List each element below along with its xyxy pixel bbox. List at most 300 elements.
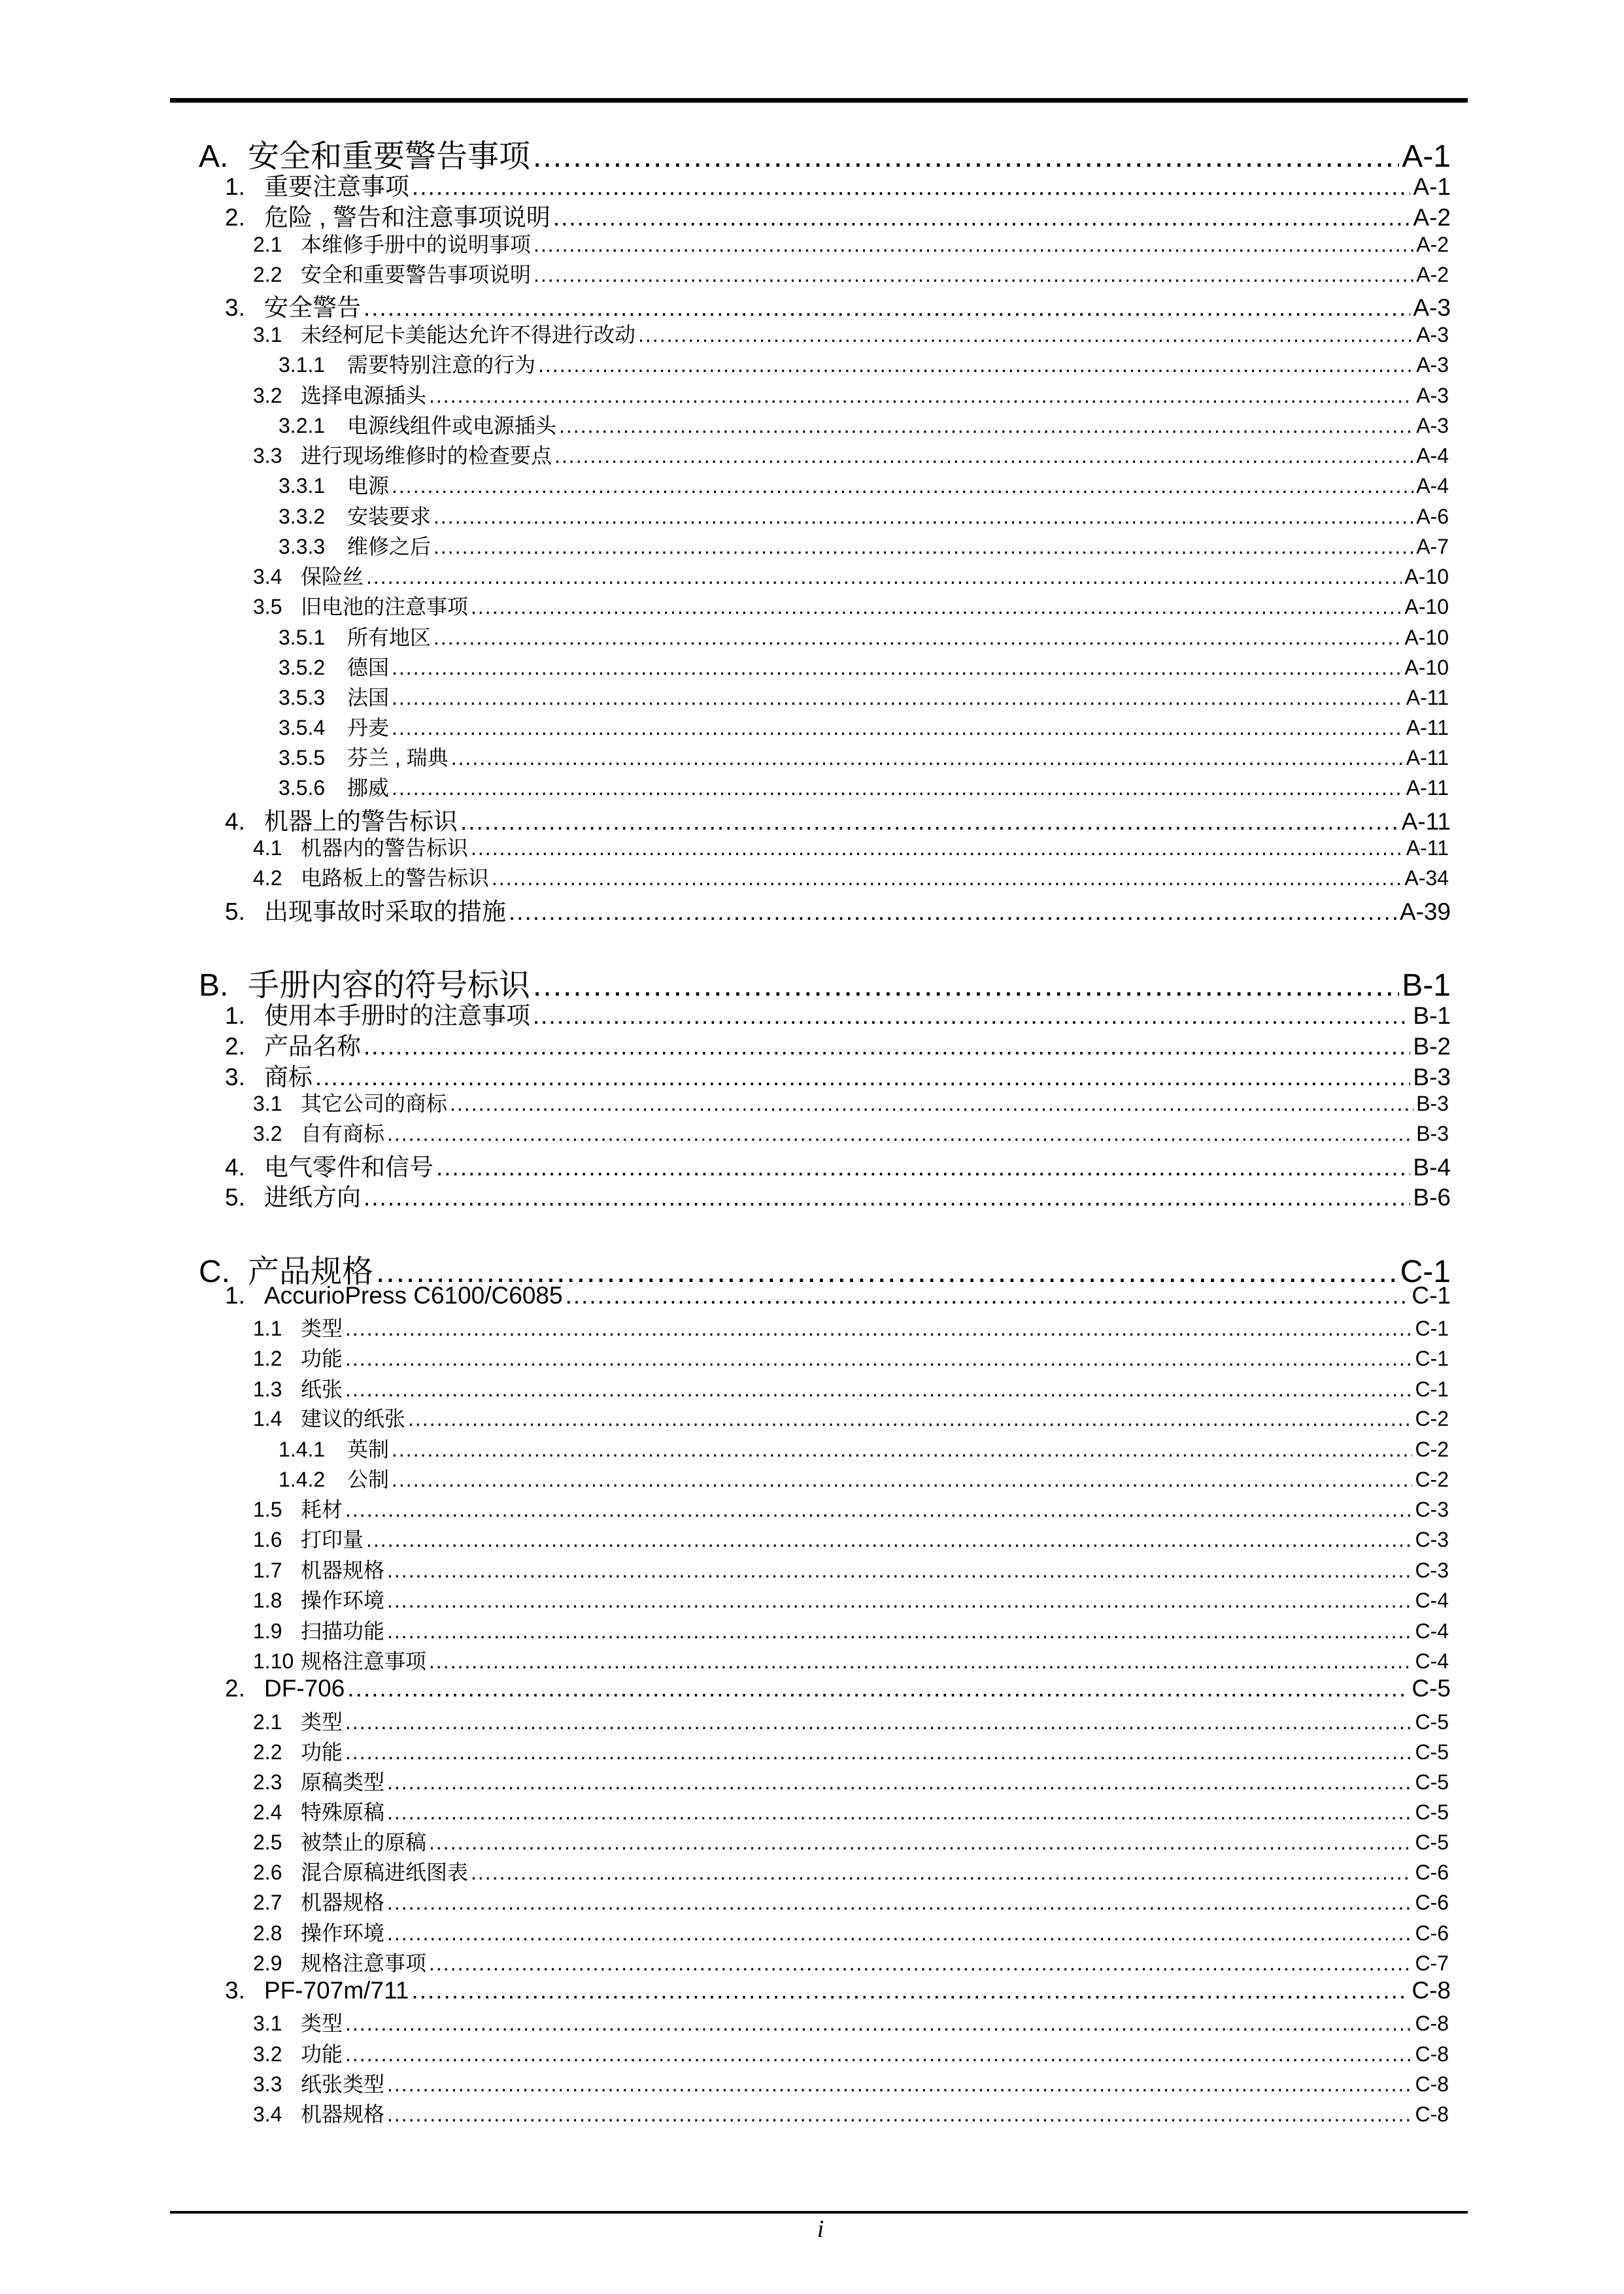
- toc-entry-title: 规格注意事项: [301, 1649, 427, 1673]
- dot-leader: [471, 836, 1404, 860]
- toc-entry-title: 所有地区: [347, 626, 431, 649]
- toc-entry-page: C-1: [1415, 1347, 1449, 1370]
- toc-entry-number: C.: [199, 1255, 230, 1289]
- toc-entry-page: A-10: [1404, 656, 1449, 679]
- toc-entry-page: B-2: [1413, 1033, 1451, 1060]
- dot-leader: [538, 353, 1413, 377]
- toc-entry-page: A-2: [1413, 204, 1451, 231]
- toc-entry-number: 3.5.5: [279, 746, 326, 769]
- toc-entry-number: 3.2.1: [279, 414, 326, 437]
- toc-entry-page: A-3: [1416, 323, 1449, 346]
- toc-entry-number: 3.2: [253, 2042, 282, 2066]
- toc-entry-number: 1.4: [253, 1407, 282, 1430]
- toc-entry-page: B-3: [1416, 1122, 1449, 1145]
- toc-entry[interactable]: [253, 1796, 1449, 1826]
- dot-leader: [364, 1033, 1410, 1060]
- toc-entry-number: B.: [199, 968, 229, 1003]
- dot-leader: [566, 1282, 1410, 1309]
- toc-entry[interactable]: [253, 1554, 1449, 1584]
- toc-entry-number: 2.8: [253, 1921, 282, 1945]
- toc-entry-number: 5.: [225, 1184, 245, 1211]
- toc-entry-number: 3.2: [253, 1122, 282, 1145]
- toc-entry-page: C-6: [1415, 1891, 1449, 1914]
- dot-leader: [429, 384, 1413, 408]
- toc-entry-page: C-5: [1412, 1675, 1451, 1702]
- toc-entry-title: 类型: [301, 2012, 343, 2035]
- footer-rule: [170, 2211, 1468, 2214]
- dot-leader: [345, 1740, 1412, 1764]
- toc-entry[interactable]: [279, 711, 1449, 741]
- toc-entry-title: 需要特别注意的行为: [347, 353, 536, 377]
- dot-leader: [345, 1317, 1412, 1341]
- toc-entry-title: DF-706: [264, 1675, 345, 1702]
- toc-entry-page: C-3: [1415, 1528, 1449, 1551]
- toc-entry-number: 3.5.2: [279, 656, 326, 679]
- toc-entry[interactable]: [279, 621, 1449, 651]
- dot-leader: [387, 1122, 1413, 1146]
- footer-page-number: i: [817, 2216, 824, 2243]
- dot-leader: [533, 1002, 1410, 1030]
- toc-entry-page: A-3: [1413, 294, 1451, 321]
- toc-entry-title: 选择电源插头: [301, 384, 427, 407]
- toc-entry-number: 1.3: [253, 1377, 282, 1401]
- toc-entry-title: 安全和重要警告事项: [248, 139, 531, 174]
- dot-leader: [433, 535, 1413, 559]
- toc-entry-number: 2.9: [253, 1951, 282, 1975]
- toc-entry-title: 保险丝: [301, 565, 364, 588]
- toc-entry-title: 商标: [264, 1064, 313, 1090]
- dot-leader: [387, 1770, 1412, 1795]
- toc-entry[interactable]: [253, 1645, 1449, 1675]
- toc-entry[interactable]: [253, 1706, 1449, 1736]
- toc-entry-title: 机器规格: [301, 1891, 385, 1914]
- toc-entry-title: 法国: [347, 686, 390, 709]
- toc-entry[interactable]: [253, 1917, 1449, 1947]
- toc-entry-page: C-7: [1415, 1951, 1449, 1975]
- dot-leader: [411, 1977, 1409, 2004]
- toc-entry-page: A-11: [1406, 836, 1449, 860]
- toc-entry-page: C-3: [1415, 1559, 1449, 1582]
- toc-entry[interactable]: [279, 651, 1449, 681]
- dot-leader: [471, 1861, 1412, 1885]
- toc-entry[interactable]: [253, 258, 1449, 288]
- toc-entry-title: 公制: [347, 1468, 390, 1491]
- toc-entry-number: 1.4.2: [279, 1468, 326, 1491]
- toc-entry-number: 3.5.3: [279, 686, 326, 709]
- toc-entry[interactable]: [225, 1026, 1451, 1062]
- toc-entry-number: 3.: [225, 1064, 245, 1090]
- toc-entry-page: B-4: [1413, 1154, 1451, 1181]
- toc-entry-number: 3.1: [253, 323, 282, 346]
- dot-leader: [392, 1438, 1412, 1462]
- dot-leader: [392, 1468, 1412, 1492]
- toc-entry-number: 1.: [225, 1002, 245, 1029]
- toc-entry-page: B-6: [1413, 1184, 1451, 1211]
- toc-entry[interactable]: [253, 318, 1449, 348]
- toc-entry-number: 3.1: [253, 1092, 282, 1115]
- toc-entry-number: 4.: [225, 808, 245, 835]
- toc-entry-title: 出现事故时采取的措施: [264, 898, 506, 925]
- toc-entry-number: 1.10: [253, 1649, 294, 1673]
- dot-leader: [387, 1921, 1412, 1946]
- toc-entry-title: 特殊原稿: [301, 1800, 385, 1824]
- toc-entry-number: 4.1: [253, 836, 282, 860]
- toc-entry[interactable]: [253, 2068, 1449, 2098]
- toc-entry-page: B-1: [1413, 1002, 1451, 1029]
- toc-entry-page: A-1: [1402, 139, 1451, 174]
- toc-entry[interactable]: [253, 2038, 1449, 2068]
- toc-entry-title: 安全警告: [264, 294, 361, 321]
- dot-leader: [509, 898, 1397, 926]
- toc-entry-title: 操作环境: [301, 1921, 385, 1945]
- toc-entry-number: 3.3.1: [279, 474, 326, 498]
- toc-entry-number: 3.3.3: [279, 535, 326, 558]
- toc-entry-page: A-10: [1404, 565, 1449, 588]
- toc-entry-number: 1.9: [253, 1619, 282, 1643]
- dot-leader: [433, 626, 1402, 650]
- dot-leader: [638, 323, 1413, 347]
- toc-entry-title: 功能: [301, 1740, 343, 1764]
- toc-entry-number: 1.2: [253, 1347, 282, 1370]
- toc-entry-title: 电气零件和信号: [264, 1154, 433, 1181]
- toc-entry-title: 纸张: [301, 1377, 343, 1401]
- toc-entry-page: A-39: [1399, 898, 1451, 925]
- dot-leader: [387, 1589, 1412, 1613]
- dot-leader: [553, 204, 1411, 231]
- dot-leader: [559, 414, 1413, 438]
- toc-entry-number: 3.3.2: [279, 505, 326, 528]
- toc-entry[interactable]: [253, 379, 1449, 409]
- toc-entry-number: 1.8: [253, 1589, 282, 1612]
- toc-entry-title: 功能: [301, 1347, 343, 1370]
- toc-entry-title: 功能: [301, 2042, 343, 2066]
- toc-entry-page: C-6: [1415, 1921, 1449, 1945]
- toc-entry-title: 机器内的警告标识: [301, 836, 469, 860]
- toc-entry-page: A-34: [1404, 866, 1449, 890]
- toc-entry-page: C-5: [1415, 1800, 1449, 1824]
- toc-entry-page: B-1: [1402, 968, 1451, 1003]
- toc-entry-number: 2.2: [253, 263, 282, 286]
- dot-leader: [392, 776, 1404, 800]
- toc-entry-number: 1.: [225, 173, 245, 200]
- toc-entry-number: 2.: [225, 1675, 245, 1702]
- dot-leader: [450, 1092, 1413, 1116]
- toc-entry-number: 1.1: [253, 1317, 282, 1340]
- dot-leader: [433, 505, 1413, 529]
- toc-entry-title: 未经柯尼卡美能达允许不得进行改动: [301, 323, 636, 346]
- toc-entry[interactable]: [279, 1463, 1449, 1493]
- dot-leader: [345, 1377, 1412, 1402]
- toc-entry-title: 手册内容的符号标识: [248, 968, 531, 1003]
- toc-entry-title: 安装要求: [347, 505, 431, 528]
- toc-entry-title: 电源: [347, 474, 390, 498]
- dot-leader: [429, 1951, 1412, 1976]
- dot-leader: [408, 1407, 1412, 1431]
- toc-entry-page: C-5: [1415, 1740, 1449, 1764]
- toc-entry-title: 其它公司的商标: [301, 1092, 448, 1115]
- toc-entry-page: C-2: [1415, 1468, 1449, 1491]
- toc-entry-page: C-6: [1415, 1861, 1449, 1884]
- dot-leader: [345, 1710, 1412, 1734]
- toc-entry-number: 2.: [225, 204, 245, 231]
- toc-entry-title: 进纸方向: [264, 1184, 361, 1211]
- toc-entry-title: 类型: [301, 1710, 343, 1734]
- toc-entry-page: A-2: [1416, 263, 1449, 286]
- toc-entry-number: 5.: [225, 898, 245, 925]
- toc-entry[interactable]: [279, 500, 1449, 530]
- dot-leader: [533, 233, 1413, 257]
- toc-entry-page: C-1: [1415, 1377, 1449, 1401]
- toc-entry-title: 丹麦: [347, 716, 390, 739]
- toc-entry[interactable]: [225, 996, 1451, 1031]
- toc-entry-title: 类型: [301, 1317, 343, 1340]
- toc-entry[interactable]: [253, 1402, 1449, 1432]
- toc-entry-page: A-6: [1416, 505, 1449, 528]
- toc-entry-number: 1.6: [253, 1528, 282, 1551]
- toc-entry-number: 3.: [225, 1977, 245, 2004]
- toc-entry-title: 产品名称: [264, 1033, 361, 1060]
- toc-entry-title: 危险 , 警告和注意事项说明: [264, 204, 550, 231]
- toc-entry[interactable]: [253, 2007, 1449, 2037]
- toc-entry-title: 电路板上的警告标识: [301, 866, 490, 890]
- dot-leader: [364, 294, 1410, 322]
- toc-entry-page: C-2: [1415, 1438, 1449, 1461]
- toc-entry-number: 1.: [225, 1282, 245, 1309]
- toc-entry-title: 操作环境: [301, 1589, 385, 1612]
- toc-entry-page: C-5: [1415, 1710, 1449, 1734]
- toc-entry-title: 电源线组件或电源插头: [347, 414, 557, 437]
- dot-leader: [345, 2012, 1412, 2036]
- toc-entry-title: PF-707m/711: [264, 1977, 409, 2004]
- toc-entry-title: 机器规格: [301, 2102, 385, 2126]
- toc-entry[interactable]: [253, 1584, 1449, 1614]
- toc-entry-title: 安全和重要警告事项说明: [301, 263, 532, 286]
- toc-entry-number: 3.5.4: [279, 716, 326, 739]
- dot-leader: [392, 716, 1404, 740]
- toc-entry-number: 3.4: [253, 565, 282, 588]
- dot-leader: [429, 1830, 1412, 1855]
- toc-entry-page: A-3: [1416, 353, 1449, 377]
- toc-entry-number: 2.: [225, 1033, 245, 1060]
- toc-entry[interactable]: [253, 1736, 1449, 1766]
- toc-entry-page: A-10: [1404, 626, 1449, 649]
- toc-entry-title: 原稿类型: [301, 1770, 385, 1794]
- toc-entry-page: C-8: [1415, 2072, 1449, 2096]
- toc-entry-page: C-4: [1415, 1619, 1449, 1643]
- toc-entry[interactable]: [253, 1117, 1449, 1147]
- dot-leader: [387, 2102, 1412, 2127]
- toc-entry-page: A-11: [1406, 746, 1449, 769]
- toc-entry-page: A-3: [1416, 384, 1449, 407]
- toc-entry[interactable]: [253, 1826, 1449, 1856]
- toc-entry-number: 3.5.1: [279, 626, 326, 649]
- dot-leader: [429, 1649, 1412, 1674]
- toc-entry[interactable]: [253, 1087, 1449, 1117]
- dot-leader: [387, 1800, 1412, 1825]
- toc-entry-title: 产品规格: [248, 1255, 374, 1289]
- toc-entry[interactable]: [253, 1766, 1449, 1796]
- toc-entry-number: 3.3: [253, 2072, 282, 2096]
- toc-entry-number: 1.7: [253, 1559, 282, 1582]
- toc-entry[interactable]: [253, 439, 1449, 469]
- toc-entry[interactable]: [253, 1373, 1449, 1403]
- toc-entry-title: 德国: [347, 656, 390, 679]
- toc-entry[interactable]: [225, 892, 1451, 927]
- toc-entry-page: C-1: [1412, 1282, 1451, 1309]
- toc-entry-title: 机器上的警告标识: [264, 808, 458, 835]
- toc-entry-title: 打印量: [301, 1528, 364, 1551]
- toc-entry-title: 纸张类型: [301, 2072, 385, 2096]
- dot-leader: [366, 1528, 1412, 1552]
- dot-leader: [345, 2042, 1412, 2066]
- toc-entry[interactable]: [253, 1886, 1449, 1916]
- toc-entry[interactable]: [253, 832, 1449, 862]
- toc-entry-number: 2.6: [253, 1861, 282, 1884]
- toc-entry-title: 混合原稿进纸图表: [301, 1861, 469, 1884]
- toc-entry-number: 4.: [225, 1154, 245, 1181]
- toc-entry-title: 旧电池的注意事项: [301, 595, 469, 618]
- toc-entry-page: C-4: [1415, 1649, 1449, 1673]
- dot-leader: [554, 444, 1413, 468]
- toc-entry[interactable]: [225, 1675, 1451, 1702]
- toc-entry[interactable]: [279, 348, 1449, 379]
- toc-entry-title: 重要注意事项: [264, 173, 409, 200]
- toc-entry[interactable]: [253, 560, 1449, 590]
- toc-entry-number: 2.1: [253, 1710, 282, 1734]
- toc-entry-page: C-2: [1415, 1407, 1449, 1430]
- toc-entry-number: 3.5.6: [279, 776, 326, 800]
- dot-leader: [471, 595, 1402, 619]
- dot-leader: [392, 474, 1413, 498]
- toc-entry-title: 维修之后: [347, 535, 431, 558]
- toc-entry-page: C-8: [1415, 2012, 1449, 2035]
- toc-entry[interactable]: [253, 1342, 1449, 1372]
- toc-entry-number: 3.5: [253, 595, 282, 618]
- toc-entry-page: B-3: [1413, 1064, 1451, 1090]
- toc-entry-title: 进行现场维修时的检查要点: [301, 444, 552, 467]
- toc-entry-title: 自有商标: [301, 1122, 385, 1145]
- toc-entry[interactable]: [225, 1977, 1451, 2004]
- dot-leader: [364, 1184, 1410, 1211]
- toc-entry-title: 被禁止的原稿: [301, 1830, 427, 1854]
- toc-entry[interactable]: [279, 771, 1449, 801]
- toc-entry-page: A-4: [1416, 444, 1449, 467]
- toc-entry-page: A-11: [1406, 686, 1449, 709]
- toc-entry-number: 4.2: [253, 866, 282, 890]
- toc-entry[interactable]: [253, 1615, 1449, 1645]
- toc-entry[interactable]: [253, 1493, 1449, 1523]
- toc-entry-title: 芬兰 , 瑞典: [347, 746, 448, 769]
- toc-entry-number: 2.3: [253, 1770, 282, 1794]
- toc-entry-number: 3.1.1: [279, 353, 326, 377]
- dot-leader: [345, 1347, 1412, 1371]
- toc-entry[interactable]: [225, 288, 1451, 323]
- toc-entry-title: 本维修手册中的说明事项: [301, 233, 532, 256]
- dot-leader: [392, 686, 1404, 710]
- toc-entry[interactable]: [253, 228, 1449, 258]
- dot-leader: [345, 1498, 1412, 1522]
- toc-entry-page: C-5: [1415, 1830, 1449, 1854]
- toc-entry-number: 2.7: [253, 1891, 282, 1914]
- dot-leader: [533, 263, 1413, 287]
- toc-entry-page: A-2: [1416, 233, 1449, 256]
- toc-entry-page: A-4: [1416, 474, 1449, 498]
- dot-leader: [492, 866, 1402, 890]
- toc-entry-page: C-4: [1415, 1589, 1449, 1612]
- toc-entry-page: A-7: [1416, 535, 1449, 558]
- toc-entry-page: C-8: [1415, 2042, 1449, 2066]
- toc-entry-title: 英制: [347, 1438, 390, 1461]
- toc-entry[interactable]: [253, 1947, 1449, 1977]
- toc-entry-title: 使用本手册时的注意事项: [264, 1002, 530, 1029]
- toc-entry-number: A.: [199, 139, 229, 174]
- toc-entry-page: C-1: [1415, 1317, 1449, 1340]
- toc-entry[interactable]: [253, 1856, 1449, 1886]
- toc-entry[interactable]: [253, 862, 1449, 892]
- toc-entry[interactable]: [225, 197, 1451, 233]
- toc-entry-page: A-11: [1401, 808, 1451, 835]
- toc-entry-number: 3.2: [253, 384, 282, 407]
- toc-entry-page: A-11: [1406, 776, 1449, 800]
- toc-entry-page: A-3: [1416, 414, 1449, 437]
- toc-entry-number: 3.4: [253, 2102, 282, 2126]
- toc-entry-page: C-8: [1415, 2102, 1449, 2126]
- toc-entry-page: C-3: [1415, 1498, 1449, 1521]
- dot-leader: [387, 1559, 1412, 1583]
- toc-entry-page: A-1: [1413, 173, 1451, 200]
- toc-entry[interactable]: [225, 167, 1451, 202]
- toc-entry[interactable]: [225, 1177, 1451, 1213]
- dot-leader: [387, 2072, 1412, 2097]
- toc-entry-number: 2.1: [253, 233, 282, 256]
- toc-entry-number: 3.1: [253, 2012, 282, 2035]
- toc-entry[interactable]: [279, 681, 1449, 711]
- toc-entry[interactable]: [253, 590, 1449, 620]
- toc-entry-page: C-5: [1415, 1770, 1449, 1794]
- toc-entry[interactable]: [253, 2098, 1449, 2128]
- toc-entry[interactable]: [279, 1433, 1449, 1463]
- toc-entry-number: 3.: [225, 294, 245, 321]
- toc-entry[interactable]: [253, 1312, 1449, 1342]
- dot-leader: [366, 565, 1402, 589]
- dot-leader: [451, 746, 1404, 770]
- toc-entry[interactable]: [225, 1282, 1451, 1309]
- toc-entry-title: AccurioPress C6100/C6085: [264, 1282, 563, 1309]
- toc-entry-title: 扫描功能: [301, 1619, 385, 1643]
- toc-entry[interactable]: [279, 409, 1449, 439]
- toc-entry-page: A-10: [1404, 595, 1449, 618]
- toc-entry-page: C-8: [1412, 1977, 1451, 2004]
- toc-entry-page: C-1: [1400, 1255, 1451, 1289]
- toc-entry-number: 3.3: [253, 444, 282, 467]
- toc-entry-page: A-11: [1406, 716, 1449, 739]
- toc-entry[interactable]: [253, 1523, 1449, 1553]
- toc-entry-title: 建议的纸张: [301, 1407, 406, 1430]
- toc-entry-title: 规格注意事项: [301, 1951, 427, 1975]
- toc-entry-number: 2.2: [253, 1740, 282, 1764]
- toc-entry[interactable]: [279, 741, 1449, 771]
- toc-entry[interactable]: [279, 530, 1449, 560]
- toc-entry-title: 耗材: [301, 1498, 343, 1521]
- toc-entry[interactable]: [279, 469, 1449, 499]
- dot-leader: [412, 173, 1410, 201]
- dot-leader: [392, 656, 1402, 680]
- dot-leader: [387, 1619, 1412, 1644]
- toc-entry-title: 机器规格: [301, 1559, 385, 1582]
- toc-entry-number: 1.4.1: [279, 1438, 326, 1461]
- toc-entry-number: 2.5: [253, 1830, 282, 1854]
- toc-entry-number: 1.5: [253, 1498, 282, 1521]
